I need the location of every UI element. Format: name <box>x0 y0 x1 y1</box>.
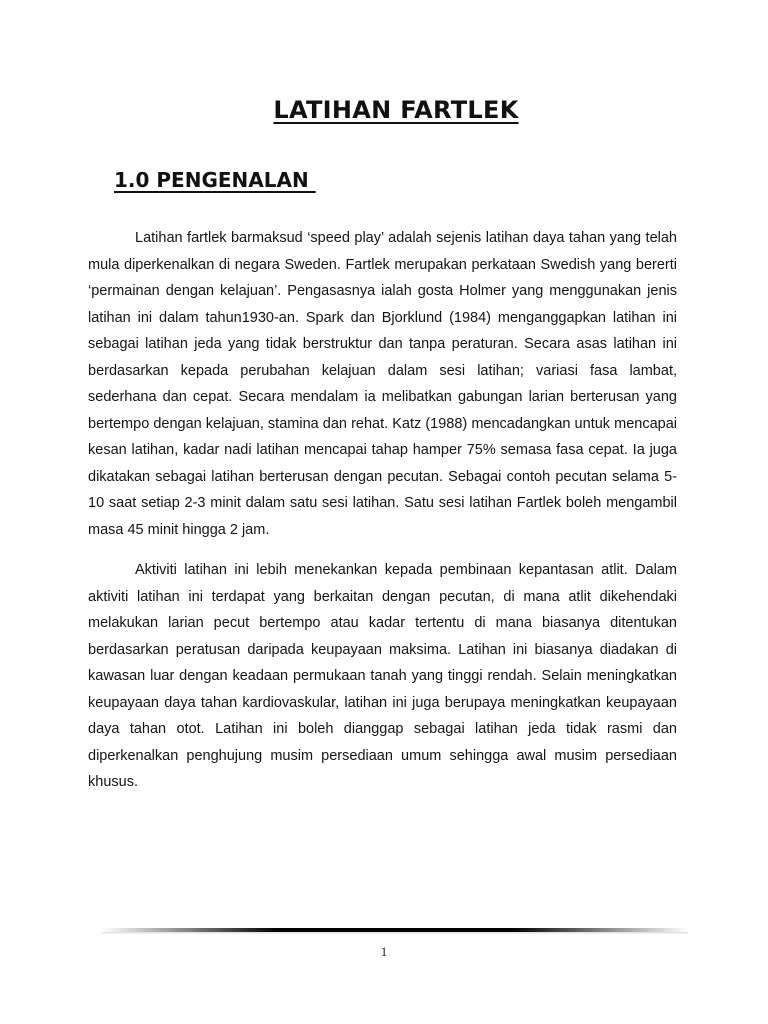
section-heading: 1.0 PENGENALAN <box>114 168 316 192</box>
document-title: LATIHAN FARTLEK <box>273 96 519 124</box>
footer-divider <box>102 928 688 934</box>
paragraph-2: Aktiviti latihan ini lebih menekankan kepada pembinaan kepantasan atlit. Dalam aktiviti latihan ini terdapat yang berkaitan dengan pecutan, di mana atlit dikehendaki melakukan larian pecut bertempo atau kadar tertentu di mana biasanya ditentukan berdasarkan peratusan daripada keupayaan maksima. Latihan ini biasanya diadakan di kawasan luar dengan keadaan permukaan tanah yang tinggi rendah. Selain meningkatkan keupayaan daya tahan kardiovaskular, latihan ini juga berupaya meningkatkan keupayaan daya tahan otot. Latihan ini boleh dianggap sebagai latihan jeda tidak rasmi dan diperkenalkan penghujung musim persediaan umum sehingga awal musim persediaan khusus. <box>88 562 677 790</box>
page-number: 1 <box>380 944 388 959</box>
paragraph-1: Latihan fartlek barmaksud ‘speed play’ adalah sejenis latihan daya tahan yang telah mula diperkenalkan di negara Sweden. Fartlek merupakan perkataan Swedish yang bererti ‘permainan dengan kelajuan’. Pengasasnya ialah gosta Holmer yang menggunakan jenis latihan ini dalam tahun1930-an. Spark dan Bjorklund (1984) menganggapkan latihan ini sebagai latihan jeda yang tidak berstruktur dan tanpa peraturan. Secara asas latihan ini berdasarkan kepada perubahan kelajuan dalam sesi latihan; variasi fasa lambat, sederhana dan cepat. Secara mendalam ia melibatkan gabungan larian berterusan yang bertempo dengan kelajuan, stamina dan rehat. Katz (1988) mencadangkan untuk mencapai kesan latihan, kadar nadi latihan mencapai tahap hamper 75% semasa fasa cepat. Ia juga dikatakan sebagai latihan berterusan dengan pecutan. Sebagai contoh pecutan selama 5-10 saat setiap 2-3 minit dalam satu sesi latihan. Satu sesi latihan Fartlek boleh mengambil masa 45 minit hingga 2 jam. <box>88 230 677 538</box>
